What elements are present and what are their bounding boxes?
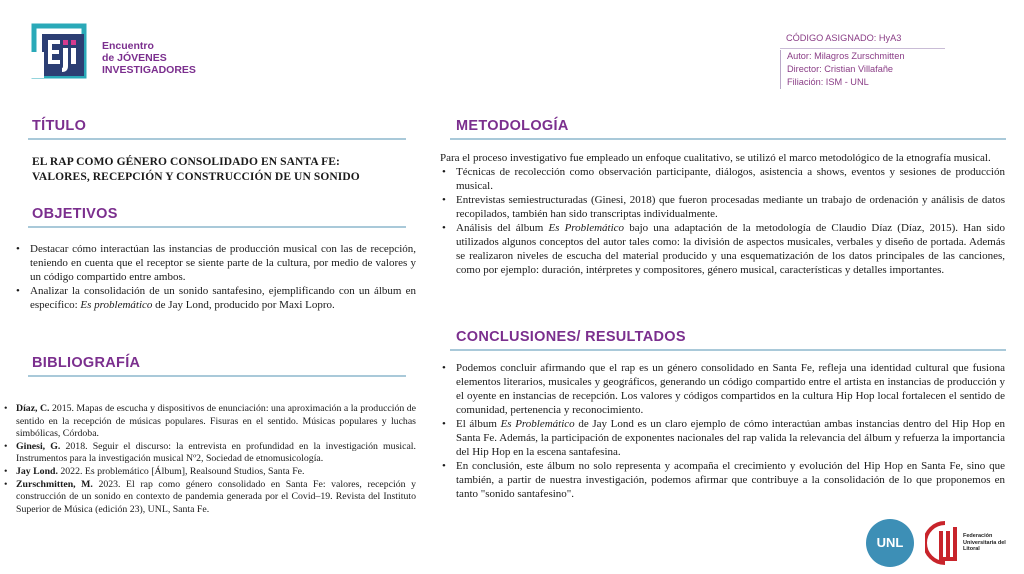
bibliography-item: • Ginesi, G. 2018. Seguir el discurso: la entrevista en profundidad en la investigación musical. Instrumentos para la investigación musical Nº2, Sociedad de etnomusicología. <box>2 441 416 466</box>
logo-line-3: INVESTIGADORES <box>102 64 196 76</box>
info-divider <box>780 48 945 49</box>
conclusiones-heading: CONCLUSIONES/ RESULTADOS <box>456 329 686 345</box>
assigned-code: CÓDIGO ASIGNADO: HyA3 <box>786 33 902 43</box>
fuL-logo <box>925 521 1015 565</box>
objetivos-heading: OBJETIVOS <box>32 206 118 222</box>
bibliografia-rule <box>28 375 406 377</box>
metodologia-rule <box>450 138 1006 140</box>
metodologia-item: • Técnicas de recolección como observación participante, diálogos, asistencia a shows, eventos y sesiones de producción musical. <box>440 165 1005 193</box>
metodologia-body <box>440 151 1005 277</box>
bibliografia-heading: BIBLIOGRAFÍA <box>32 355 141 371</box>
logo-line-1: Encuentro <box>102 40 154 52</box>
logo-line-2: de JÓVENES <box>102 52 167 64</box>
poster-title <box>32 155 404 185</box>
conclusiones-rule <box>450 349 1006 351</box>
eji-logo-mark <box>30 22 92 84</box>
author: Autor: Milagros Zurschmitten <box>787 51 905 61</box>
eji-logo <box>30 22 200 84</box>
conclusion-item: • Podemos concluir afirmando que el rap es un género consolidado en Santa Fe, refleja una identidad cultural que fusiona elementos literarios, musicales y geográficos, generando un código compartido entre el artista en instancias de producción y el oyente en instancias de recepción. Los valores y códigos compartidos en la cultura Hip Hop local fortalecen el sentido de comunidad, pertenencia y reconocimiento. <box>440 361 1005 417</box>
objetivo-item: • Analizar la consolidación de un sonido santafesino, ejemplificando con un álbum en específico: Es problemático de Jay Lond, producido por Maxi Lopro. <box>14 284 416 312</box>
bibliography-item: • Díaz, C. 2015. Mapas de escucha y dispositivos de enunciación: una aproximación a la producción de sentido en la recepción de músicas populares. Fisuras en el sentido. Músicas populares y luchas simbólicas, Córdoba. <box>2 403 416 441</box>
objetivos-rule <box>28 226 406 228</box>
affiliation: Filiación: ISM - UNL <box>787 77 869 87</box>
objetivo-item: • Destacar cómo interactúan las instancias de producción musical con las de recepción, teniendo en cuenta que el receptor se siente parte de la cultura, por medio de valores y un código compartido entre ambos. <box>14 242 416 284</box>
fuL-logo-text: Federación Universitaria del Litoral <box>963 533 1006 552</box>
author-info <box>780 50 904 89</box>
poster-title-line-2: VALORES, RECEPCIÓN Y CONSTRUCCIÓN DE UN SONIDO <box>32 171 360 183</box>
director: Director: Cristian Villafañe <box>787 64 894 74</box>
metodologia-item: • Análisis del álbum Es Problemático bajo una adaptación de la metodología de Claudio Díaz (Díaz, 2015). Han sido utilizados algunos conceptos del autor tales como: la división de aspectos musicales, verbales y diseño de portada. Además se realizaron niveles de escucha del material producido y una esquematización de los datos principales de las canciones, como por ejemplo: duración, intérpretes y compositores, género musical, características y detalles importantes. <box>440 221 1005 277</box>
titulo-heading: TÍTULO <box>32 118 87 134</box>
bibliography-item: • Zurschmitten, M. 2023. El rap como género consolidado en Santa Fe: valores, recepción y construcción de un sonido en contexto de pandemia generada por el Covid–19. Revista del Instituto Superior de Música (edición 23), UNL, Santa Fe. <box>2 479 416 517</box>
unl-logo: UNL <box>866 519 914 567</box>
metodologia-heading: METODOLOGÍA <box>456 118 569 134</box>
conclusiones-body <box>440 361 1005 501</box>
bibliografia-list <box>2 403 416 516</box>
objetivos-list <box>14 242 416 312</box>
bibliography-item: • Jay Lond. 2022. Es problemático [Álbum], Realsound Studios, Santa Fe. <box>2 466 416 479</box>
eji-logo-text <box>102 40 196 76</box>
poster-title-line-1: EL RAP COMO GÉNERO CONSOLIDADO EN SANTA FE: <box>32 156 340 168</box>
metodologia-item: • Entrevistas semiestructuradas (Ginesi, 2018) que fueron procesadas mediante un trabajo de ordenación y análisis de datos recopilados, también han sido transcriptas individualmente. <box>440 193 1005 221</box>
titulo-rule <box>28 138 406 140</box>
conclusion-item: • El álbum Es Problemático de Jay Lond es un claro ejemplo de cómo interactúan ambas instancias dentro del Hip Hop en Santa Fe. Además, la participación de exponentes nacionales del rap valida la relevancia del álbum y refuerza la importancia del Hip Hop en la escena santafesina. <box>440 417 1005 459</box>
conclusion-item: • En conclusión, este álbum no solo representa y acompaña el crecimiento y evolución del Hip Hop en Santa Fe, sino que también, a partir de nuestra investigación, podemos afirmar que contribuye a la consolidación de lo que proponemos en tanto "sonido santafesino". <box>440 459 1005 501</box>
metodologia-intro: Para el proceso investigativo fue empleado un enfoque cualitativo, se utilizó el marco metodológico de la etnografía musical. <box>440 152 991 164</box>
fuL-logo-mark <box>925 521 961 565</box>
